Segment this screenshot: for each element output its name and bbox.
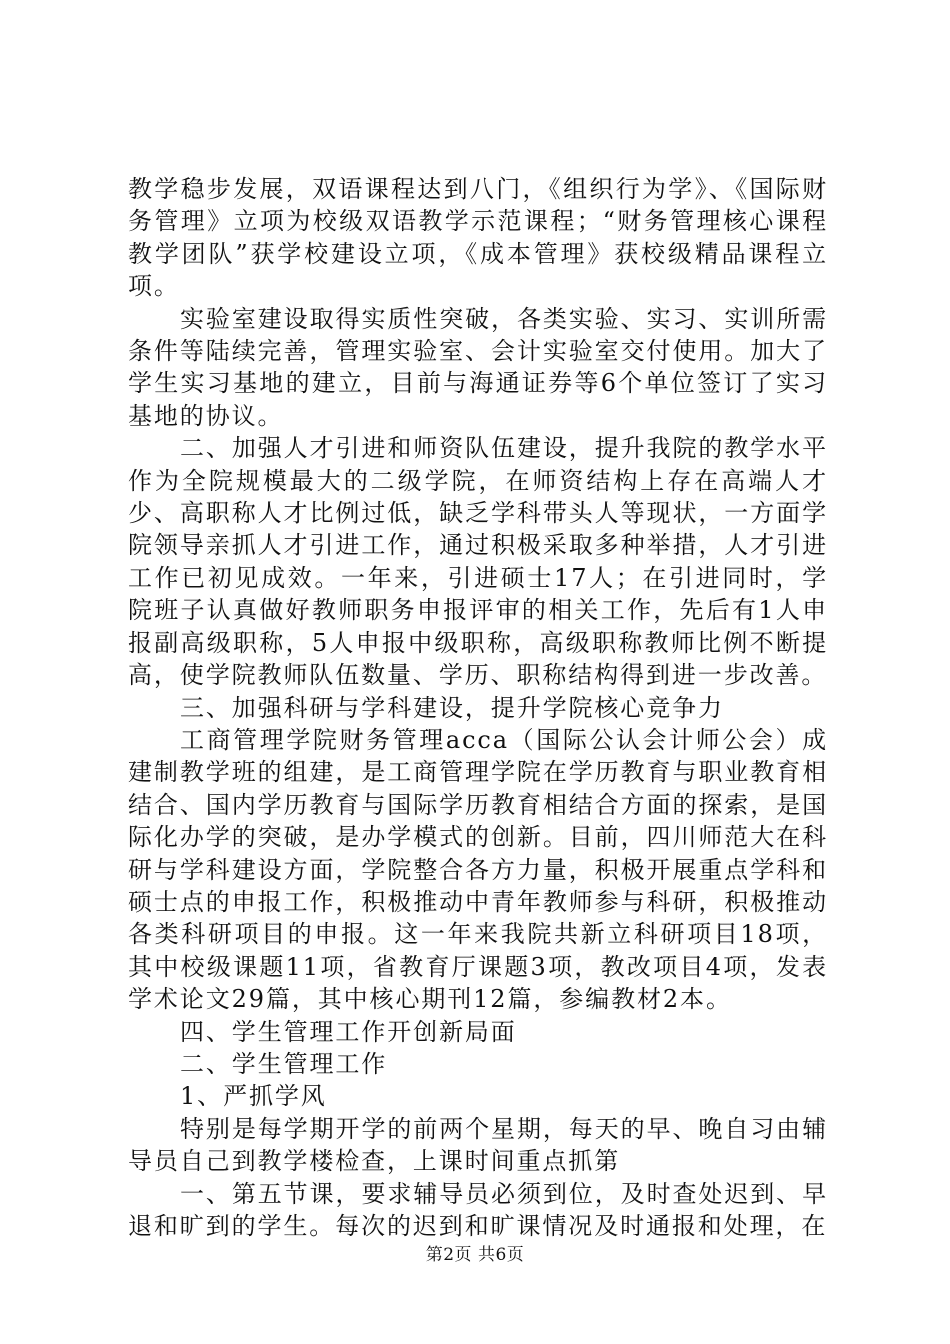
heading-study-style: 1、严抓学风 — [180, 1082, 327, 1111]
heading-student-management-new: 四、学生管理工作开创新局面 — [180, 1017, 517, 1046]
paragraph-research: 工商管理学院财务管理acca（国际公认会计师公会）成建制教学班的组建，是工商管理学院在学历教育与职业教育相结合、国内学历教育与国际学历教育相结合方面的探索，是国际化办学的突破，是办学模式的创新。目前，四川师范大在科研与学科建设方面，学院整合各方力量，积极开展重点学科和硕士点的申报工作，积极推动中青年教师参与科研，积极推动各类科研项目的申报。这一年来我院共新立科研项目18项，其中校级课题11项，省教育厅课题3项，教改项目4项，发表学术论文29篇，其中核心期刊12篇，参编教材2本。 — [128, 725, 828, 1014]
paragraph-attendance: 一、第五节课，要求辅导员必须到位，及时查处迟到、早退和旷到的学生。每次的迟到和旷课情况及时通报和处理，在 — [128, 1179, 828, 1240]
document-body — [128, 173, 828, 1242]
page-number-footer: 第2页 共6页 — [425, 1245, 525, 1265]
paragraph-talent-recruitment: 二、加强人才引进和师资队伍建设，提升我院的教学水平作为全院规模最大的二级学院，在师资结构上存在高端人才少、高职称人才比例过低，缺乏学科带头人等现状，一方面学院领导亲抓人才引进工作，通过积极采取多种举措，人才引进工作已初见成效。一年来，引进硕士17人；在引进同时，学院班子认真做好教师职务申报评审的相关工作，先后有1人申报副高级职称，5人申报中级职称，高级职称教师比例不断提高，使学院教师队伍数量、学历、职称结构得到进一步改善。 — [128, 434, 828, 690]
heading-student-management: 二、学生管理工作 — [180, 1049, 388, 1078]
paragraph-laboratory: 实验室建设取得实质性突破，各类实验、实习、实训所需条件等陆续完善，管理实验室、会计实验室交付使用。加大了学生实习基地的建立，目前与海通证券等6个单位签订了实习基地的协议。 — [128, 304, 828, 430]
paragraph-bilingual-courses: 教学稳步发展，双语课程达到八门，《组织行为学》、《国际财务管理》立项为校级双语教学示范课程；“财务管理核心课程教学团队”获学校建设立项，《成本管理》获校级精品课程立项。 — [128, 175, 828, 301]
heading-research: 三、加强科研与学科建设，提升学院核心竞争力 — [180, 693, 724, 722]
paragraph-self-study: 特别是每学期开学的前两个星期，每天的早、晚自习由辅导员自己到教学楼检查，上课时间重点抓第 — [128, 1114, 828, 1176]
